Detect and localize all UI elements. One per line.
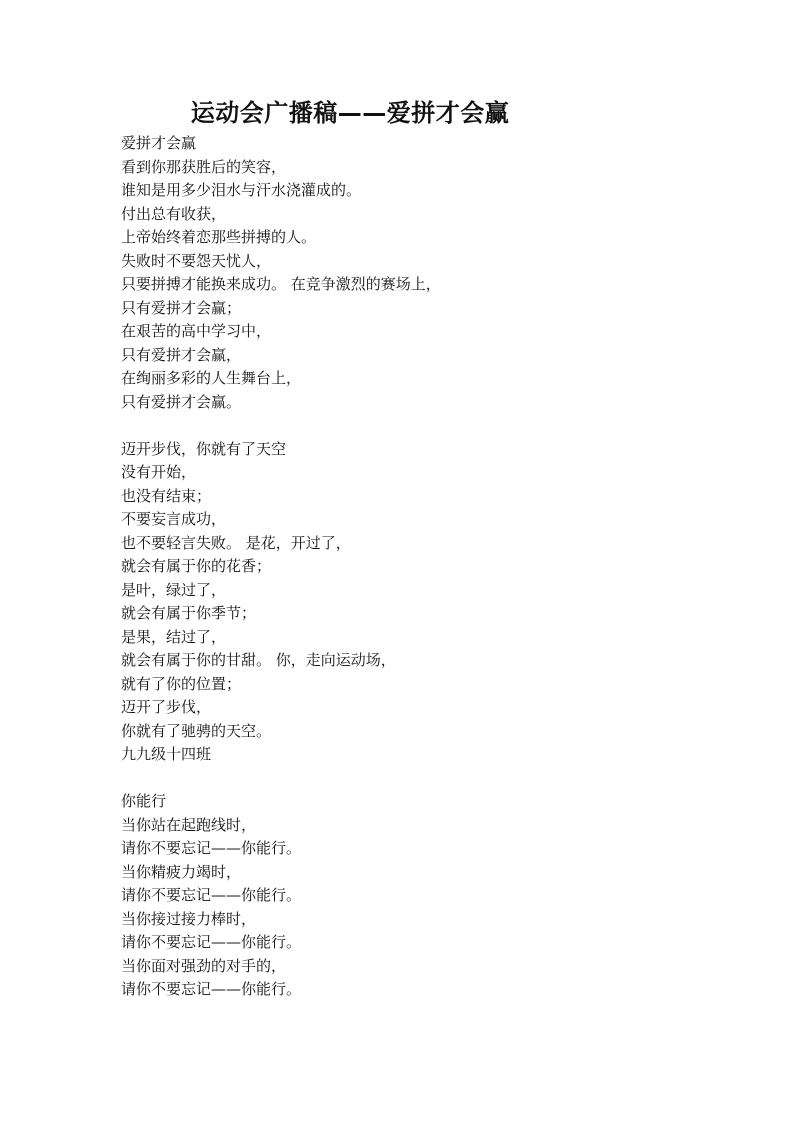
text-line: 看到你那获胜后的笑容，: [121, 157, 287, 176]
section-heading: 迈开步伐，你就有了天空: [121, 439, 287, 458]
section-heading: 你能行: [121, 792, 167, 810]
text-line: 当你接过接力棒时，: [121, 909, 257, 928]
paragraph-gap: [121, 414, 681, 438]
text-line: 只有爱拼才会赢；: [121, 298, 242, 317]
paragraph-gap: [121, 767, 681, 791]
class-signature: 九九级十四班: [121, 745, 212, 763]
text-line: 谁知是用多少泪水与汗水浇灌成的。: [121, 181, 362, 199]
text-line: 当你精疲力竭时，: [121, 862, 242, 881]
text-line: 迈开了步伐，: [121, 698, 212, 716]
text-line: 请你不要忘记——你能行。: [121, 839, 302, 857]
document-body: [121, 132, 681, 1002]
text-line: 请你不要忘记——你能行。: [121, 886, 302, 904]
document-title: 运动会广播稿——爱拼才会赢: [190, 99, 510, 127]
text-line: 你就有了驰骋的天空。: [121, 721, 272, 740]
text-line: 就会有属于你季节；: [121, 604, 257, 622]
text-line: 当你站在起跑线时，: [121, 815, 257, 834]
text-line: 也没有结束；: [121, 486, 212, 505]
text-line: 就会有属于你的甘甜。 你，走向运动场，: [121, 651, 396, 669]
text-line: 就有了你的位置；: [121, 674, 242, 693]
text-line: 上帝始终着恋那些拼搏的人。: [121, 228, 317, 246]
text-line: 当你面对强劲的对手的，: [121, 956, 287, 975]
text-line: 请你不要忘记——你能行。: [121, 933, 302, 951]
text-line: 是叶，绿过了，: [121, 580, 227, 599]
text-line: 在绚丽多彩的人生舞台上，: [121, 369, 302, 387]
text-line: 在艰苦的高中学习中，: [121, 322, 272, 340]
text-line: 不要妄言成功，: [121, 510, 227, 528]
text-line: 是果，结过了，: [121, 627, 227, 646]
text-line: 爱拼才会赢: [121, 134, 197, 152]
text-line: 就会有属于你的花香；: [121, 557, 272, 575]
text-line: 只要拼搏才能换来成功。 在竞争激烈的赛场上，: [121, 275, 441, 293]
text-line: 没有开始，: [121, 463, 197, 481]
text-line: 也不要轻言失败。 是花，开过了，: [121, 533, 351, 552]
text-line: 只有爱拼才会赢。: [121, 392, 242, 411]
text-line: 请你不要忘记——你能行。: [121, 980, 302, 998]
text-line: 付出总有收获，: [121, 204, 227, 223]
text-line: 失败时不要怨天忧人，: [121, 251, 272, 270]
text-line: 只有爱拼才会赢，: [121, 345, 242, 364]
